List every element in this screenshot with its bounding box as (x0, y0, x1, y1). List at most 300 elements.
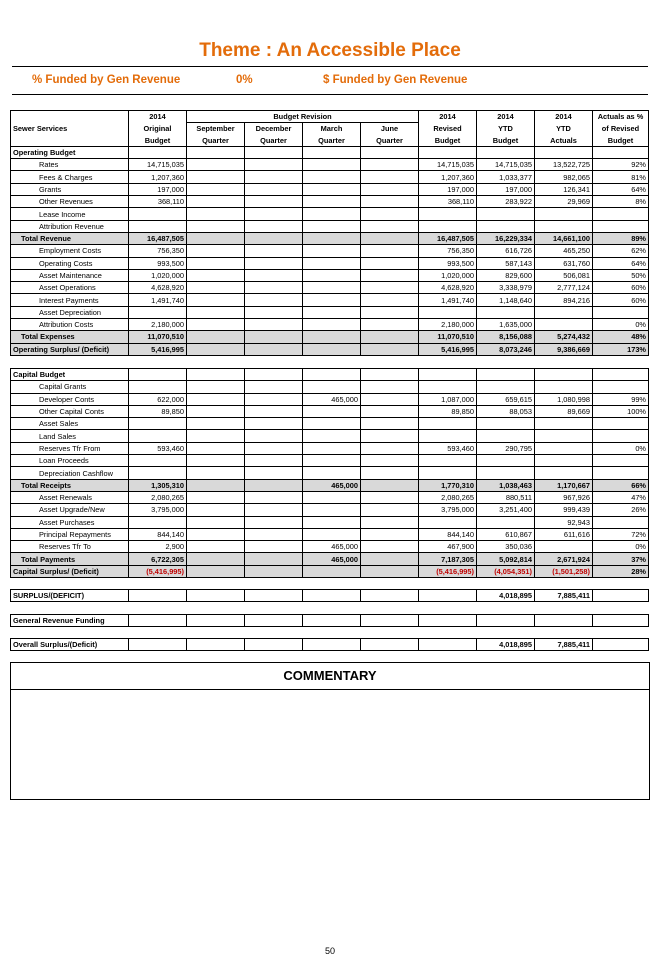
table-cell: 1,635,000 (477, 319, 535, 331)
table-cell: 16,487,505 (419, 232, 477, 244)
row-label: Capital Surplus/ (Deficit) (11, 565, 129, 577)
table-cell: 4,018,895 (477, 639, 535, 651)
table-cell (361, 590, 419, 602)
table-cell (361, 381, 419, 393)
row-label: Total Revenue (11, 232, 129, 244)
surplus-row (11, 590, 649, 602)
table-cell (187, 220, 245, 232)
table-cell (187, 245, 245, 257)
row-label: Principal Repayments (11, 528, 129, 540)
table-cell (187, 393, 245, 405)
table-cell: 829,600 (477, 269, 535, 281)
table-cell (303, 232, 361, 244)
table-cell (361, 467, 419, 479)
table-cell: 982,065 (535, 171, 593, 183)
table-cell (245, 146, 303, 158)
table-cell (245, 331, 303, 343)
table-cell: 659,615 (477, 393, 535, 405)
table-cell: 64% (593, 257, 649, 269)
table-cell (361, 504, 419, 516)
table-cell (303, 369, 361, 381)
table-cell: 16,229,334 (477, 232, 535, 244)
table-cell (361, 639, 419, 651)
row-label: Capital Budget (11, 369, 129, 381)
table-cell (303, 405, 361, 417)
table-cell (245, 381, 303, 393)
table-cell: 894,216 (535, 294, 593, 306)
table-cell: 1,170,667 (535, 479, 593, 491)
table-cell: 993,500 (419, 257, 477, 269)
table-cell: 60% (593, 294, 649, 306)
table-cell: 1,305,310 (129, 479, 187, 491)
table-cell: (5,416,995) (129, 565, 187, 577)
table-cell (245, 504, 303, 516)
table-cell: 13,522,725 (535, 159, 593, 171)
table-cell: 3,251,400 (477, 504, 535, 516)
table-cell: 1,020,000 (129, 269, 187, 281)
table-cell (245, 183, 303, 195)
row-label: Capital Grants (11, 381, 129, 393)
table-cell (245, 541, 303, 553)
table-cell: 50% (593, 269, 649, 281)
row-label: Operating Costs (11, 257, 129, 269)
table-cell: 11,070,510 (129, 331, 187, 343)
row-label: Lease Income (11, 208, 129, 220)
table-cell: 467,900 (419, 541, 477, 553)
table-cell (187, 455, 245, 467)
table-cell: 7,885,411 (535, 639, 593, 651)
table-cell (361, 491, 419, 503)
header-budget-revision: Budget Revision (187, 111, 419, 123)
table-cell (245, 369, 303, 381)
table-cell (419, 590, 477, 602)
table-cell: 126,341 (535, 183, 593, 195)
table-cell (245, 196, 303, 208)
pct-funded-label: % Funded by Gen Revenue (32, 74, 181, 86)
header-ytd-1: YTD (477, 123, 535, 135)
table-cell: 2,080,265 (419, 491, 477, 503)
table-cell (303, 528, 361, 540)
table-row-asset-sales (11, 418, 649, 430)
table-cell (361, 418, 419, 430)
table-cell: 197,000 (419, 183, 477, 195)
table-cell (187, 516, 245, 528)
table-cell: 89,850 (419, 405, 477, 417)
table-cell (129, 146, 187, 158)
table-cell: 611,616 (535, 528, 593, 540)
table-cell: 756,350 (419, 245, 477, 257)
table-cell (303, 294, 361, 306)
table-cell: 9,386,669 (535, 343, 593, 355)
table-cell (477, 418, 535, 430)
table-cell (129, 430, 187, 442)
row-label: Attribution Revenue (11, 220, 129, 232)
table-cell (361, 615, 419, 627)
table-cell (593, 418, 649, 430)
operating-budget-table (10, 110, 649, 356)
table-cell (129, 590, 187, 602)
table-cell (593, 615, 649, 627)
row-label: Asset Renewals (11, 491, 129, 503)
table-cell (187, 405, 245, 417)
table-cell: 99% (593, 393, 649, 405)
table-row-surplus-deficit (11, 590, 649, 602)
table-row-grants (11, 183, 649, 195)
table-cell: 967,926 (535, 491, 593, 503)
table-cell: 1,038,463 (477, 479, 535, 491)
table-cell (535, 306, 593, 318)
table-cell (361, 319, 419, 331)
table-cell: 89,850 (129, 405, 187, 417)
table-cell (187, 553, 245, 565)
header-revised-year: 2014 (419, 111, 477, 123)
table-cell (303, 257, 361, 269)
table-row-rates (11, 159, 649, 171)
table-cell (303, 565, 361, 577)
table-cell (361, 516, 419, 528)
table-cell: 506,081 (535, 269, 593, 281)
table-cell: 610,867 (477, 528, 535, 540)
table-cell: 993,500 (129, 257, 187, 269)
row-label: Grants (11, 183, 129, 195)
table-cell (245, 393, 303, 405)
table-cell: 465,000 (303, 553, 361, 565)
overall-row (11, 639, 649, 651)
table-cell: 880,511 (477, 491, 535, 503)
header-row-3 (11, 135, 649, 147)
table-cell: 1,491,740 (129, 294, 187, 306)
table-cell (361, 369, 419, 381)
table-cell (361, 565, 419, 577)
table-cell: 28% (593, 565, 649, 577)
dollar-funded-label: $ Funded by Gen Revenue (323, 74, 468, 86)
row-label: Overall Surplus/(Deficit) (11, 639, 129, 651)
table-row-developer-conts (11, 393, 649, 405)
table-cell (535, 381, 593, 393)
table-cell: 587,143 (477, 257, 535, 269)
table-row-operating-costs (11, 257, 649, 269)
table-row-overall-surplus-deficit (11, 639, 649, 651)
header-original-year: 2014 (129, 111, 187, 123)
table-cell (535, 541, 593, 553)
table-cell: 2,080,265 (129, 491, 187, 503)
table-cell (361, 442, 419, 454)
table-cell (361, 455, 419, 467)
table-cell (187, 541, 245, 553)
table-cell: 4,018,895 (477, 590, 535, 602)
table-row-asset-maintenance (11, 269, 649, 281)
table-cell (245, 639, 303, 651)
table-cell (187, 590, 245, 602)
overall-table (10, 638, 649, 651)
table-cell: 14,661,100 (535, 232, 593, 244)
table-cell: 8% (593, 196, 649, 208)
table-cell (419, 467, 477, 479)
table-cell (535, 208, 593, 220)
table-cell (593, 220, 649, 232)
table-cell: 593,460 (419, 442, 477, 454)
table-cell: 4,628,920 (129, 282, 187, 294)
table-cell (187, 442, 245, 454)
header-september: September (187, 123, 245, 135)
table-cell (303, 430, 361, 442)
table-cell (129, 467, 187, 479)
row-label: Fees & Charges (11, 171, 129, 183)
table-cell (129, 381, 187, 393)
table-cell: 48% (593, 331, 649, 343)
table-cell (303, 183, 361, 195)
table-row-other-revenues (11, 196, 649, 208)
table-cell: 16,487,505 (129, 232, 187, 244)
table-cell (187, 528, 245, 540)
table-cell: 465,000 (303, 479, 361, 491)
capital-rows (11, 369, 649, 578)
general-revenue-table (10, 614, 649, 627)
table-cell (187, 269, 245, 281)
table-cell: 2,777,124 (535, 282, 593, 294)
table-cell (187, 257, 245, 269)
row-label: Asset Depreciation (11, 306, 129, 318)
table-cell (187, 504, 245, 516)
table-cell (303, 208, 361, 220)
table-cell (535, 319, 593, 331)
table-cell (129, 220, 187, 232)
table-cell (477, 369, 535, 381)
table-cell (361, 306, 419, 318)
table-cell: 92% (593, 159, 649, 171)
table-cell (477, 381, 535, 393)
table-row-reserves-tfr-to (11, 541, 649, 553)
table-cell (303, 504, 361, 516)
table-cell (593, 516, 649, 528)
table-cell (477, 455, 535, 467)
table-cell (187, 232, 245, 244)
table-cell: 465,000 (303, 541, 361, 553)
table-cell (593, 430, 649, 442)
table-cell (129, 369, 187, 381)
table-cell (477, 516, 535, 528)
table-cell (361, 343, 419, 355)
table-cell (245, 343, 303, 355)
table-row-general-revenue-funding (11, 615, 649, 627)
table-cell: 283,922 (477, 196, 535, 208)
table-cell (419, 208, 477, 220)
table-cell (129, 516, 187, 528)
table-cell: 465,000 (303, 393, 361, 405)
table-cell (361, 183, 419, 195)
table-row-operating-surplus-deficit (11, 343, 649, 355)
table-cell (187, 171, 245, 183)
table-row-reserves-tfr-from (11, 442, 649, 454)
table-cell (593, 369, 649, 381)
table-cell (361, 208, 419, 220)
table-cell (419, 369, 477, 381)
table-cell (361, 541, 419, 553)
pct-funded-value: 0% (236, 74, 253, 86)
table-cell: 66% (593, 479, 649, 491)
header-row-2 (11, 123, 649, 135)
table-cell (593, 639, 649, 651)
header-original: Original (129, 123, 187, 135)
table-cell (419, 615, 477, 627)
table-cell: 14,715,035 (477, 159, 535, 171)
table-cell: 88,053 (477, 405, 535, 417)
table-cell (187, 159, 245, 171)
table-cell (129, 306, 187, 318)
table-row-capital-grants (11, 381, 649, 393)
table-cell (361, 245, 419, 257)
header-ytd-actuals-year: 2014 (535, 111, 593, 123)
table-cell (535, 369, 593, 381)
table-cell (245, 232, 303, 244)
row-label: Depreciation Cashflow (11, 467, 129, 479)
header-budget-3: Budget (477, 135, 535, 147)
row-label: Asset Sales (11, 418, 129, 430)
table-cell: 5,416,995 (419, 343, 477, 355)
table-cell (129, 208, 187, 220)
table-cell (303, 467, 361, 479)
table-cell: 1,033,377 (477, 171, 535, 183)
table-cell (361, 479, 419, 491)
table-cell: 616,726 (477, 245, 535, 257)
table-cell: 37% (593, 553, 649, 565)
table-row-lease-income (11, 208, 649, 220)
table-cell (245, 528, 303, 540)
table-cell: 5,416,995 (129, 343, 187, 355)
table-cell (303, 418, 361, 430)
capital-budget-table (10, 368, 649, 578)
table-cell: (5,416,995) (419, 565, 477, 577)
table-cell: 11,070,510 (419, 331, 477, 343)
row-label: Total Payments (11, 553, 129, 565)
table-cell (245, 294, 303, 306)
funding-bar (12, 66, 648, 95)
header-ytd-budget-year: 2014 (477, 111, 535, 123)
table-cell (245, 455, 303, 467)
table-cell: (4,054,351) (477, 565, 535, 577)
header-actuals-pct: Actuals as % (593, 111, 649, 123)
table-cell (361, 553, 419, 565)
row-label: Reserves Tfr From (11, 442, 129, 454)
table-row-fees-charges (11, 171, 649, 183)
table-cell (245, 306, 303, 318)
table-cell: 62% (593, 245, 649, 257)
table-cell (535, 146, 593, 158)
table-cell (419, 430, 477, 442)
header-march: March (303, 123, 361, 135)
table-cell (361, 196, 419, 208)
table-cell (593, 146, 649, 158)
header-of-revised: of Revised (593, 123, 649, 135)
table-cell (419, 381, 477, 393)
table-cell (303, 331, 361, 343)
table-cell (187, 208, 245, 220)
table-row-land-sales (11, 430, 649, 442)
table-cell (361, 282, 419, 294)
table-cell (245, 245, 303, 257)
table-cell: 3,795,000 (419, 504, 477, 516)
table-cell: 5,274,432 (535, 331, 593, 343)
table-row-total-payments (11, 553, 649, 565)
table-cell: 844,140 (419, 528, 477, 540)
table-cell (245, 590, 303, 602)
table-cell (361, 220, 419, 232)
header-revised: Revised (419, 123, 477, 135)
header-quarter-4: Quarter (361, 135, 419, 147)
table-cell: 465,250 (535, 245, 593, 257)
header-ytd-2: YTD (535, 123, 593, 135)
table-cell (535, 418, 593, 430)
table-cell: 5,092,814 (477, 553, 535, 565)
table-cell (477, 220, 535, 232)
table-cell (245, 171, 303, 183)
table-cell: 368,110 (129, 196, 187, 208)
surplus-table (10, 589, 649, 602)
table-row-capital-budget (11, 369, 649, 381)
table-cell (303, 516, 361, 528)
page-title: Theme : An Accessible Place (199, 40, 461, 61)
table-cell (245, 257, 303, 269)
header-quarter-2: Quarter (245, 135, 303, 147)
header-quarter-3: Quarter (303, 135, 361, 147)
table-cell: 350,036 (477, 541, 535, 553)
table-cell: 999,439 (535, 504, 593, 516)
table-cell: (1,501,258) (535, 565, 593, 577)
table-cell (303, 615, 361, 627)
header-quarter-1: Quarter (187, 135, 245, 147)
table-cell: 1,207,360 (419, 171, 477, 183)
table-cell (477, 208, 535, 220)
row-label: Asset Maintenance (11, 269, 129, 281)
table-cell (419, 516, 477, 528)
table-row-capital-surplus-deficit (11, 565, 649, 577)
table-cell (187, 196, 245, 208)
table-cell (187, 430, 245, 442)
table-row-interest-payments (11, 294, 649, 306)
table-cell: 0% (593, 319, 649, 331)
table-cell (361, 146, 419, 158)
table-cell (245, 269, 303, 281)
table-cell (187, 343, 245, 355)
table-cell: 100% (593, 405, 649, 417)
table-cell (361, 405, 419, 417)
row-label: Rates (11, 159, 129, 171)
table-row-total-expenses (11, 331, 649, 343)
table-cell (303, 455, 361, 467)
table-row-other-capital-conts (11, 405, 649, 417)
table-cell (535, 220, 593, 232)
table-cell (361, 257, 419, 269)
table-cell (245, 430, 303, 442)
table-cell (477, 615, 535, 627)
table-cell: 3,338,979 (477, 282, 535, 294)
table-cell: 8,073,246 (477, 343, 535, 355)
table-cell (187, 319, 245, 331)
general-revenue-row (11, 615, 649, 627)
table-cell (129, 455, 187, 467)
table-cell (361, 393, 419, 405)
table-cell (303, 245, 361, 257)
table-cell (593, 306, 649, 318)
table-cell: 4,628,920 (419, 282, 477, 294)
table-cell: 89,669 (535, 405, 593, 417)
table-cell (187, 294, 245, 306)
table-cell (419, 146, 477, 158)
table-cell (187, 479, 245, 491)
table-cell: 0% (593, 541, 649, 553)
table-cell: 89% (593, 232, 649, 244)
table-cell (187, 418, 245, 430)
